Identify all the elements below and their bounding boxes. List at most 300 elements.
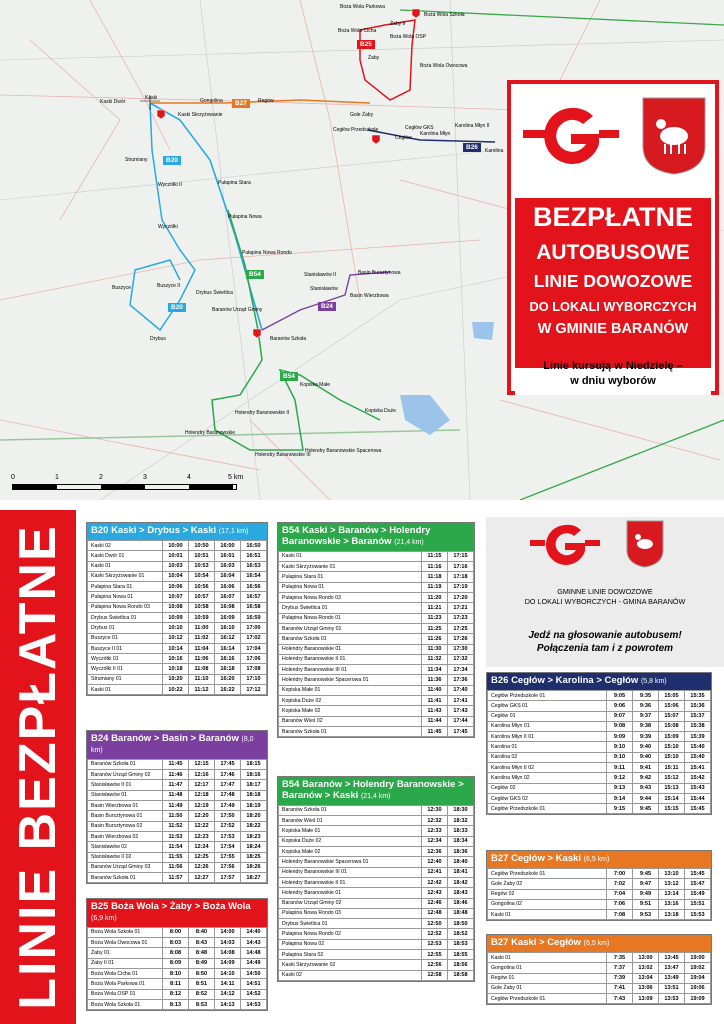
departure-time: 7:04: [607, 889, 633, 899]
departure-time: 17:06: [241, 654, 267, 664]
departure-time: 17:40: [448, 685, 474, 695]
departure-time: 11:18: [422, 572, 448, 582]
route-tag: B20: [168, 303, 186, 312]
place-label: Holendry Baranowskie: [185, 430, 236, 436]
departure-time: 7:39: [607, 973, 633, 983]
departure-time: 15:12: [659, 773, 685, 783]
place-label: Boża Wola Parkowa: [340, 4, 385, 10]
place-label: Pułapina Nowa Rondo: [242, 250, 292, 256]
timetable-distance: (17,1 km): [218, 528, 249, 535]
departure-time: 10:57: [189, 592, 215, 602]
scale-label: 3: [143, 474, 147, 481]
departure-time: 11:52: [163, 821, 189, 831]
table-row: [279, 654, 474, 664]
departure-time: 15:53: [685, 910, 711, 920]
table-row: [88, 873, 267, 883]
departure-time: 12:22: [189, 821, 215, 831]
stop-name: Buszyce II 01: [88, 643, 163, 653]
table-row: [279, 582, 474, 592]
departure-time: 12:24: [189, 842, 215, 852]
departure-time: 14:03: [215, 938, 241, 948]
stop-name: Kopiska Duże 02: [279, 836, 422, 846]
poster-note: [515, 360, 711, 395]
stop-name: Boża Wola Szkoła 01: [88, 999, 163, 1009]
departure-time: 19:06: [685, 983, 711, 993]
departure-time: 11:15: [422, 551, 448, 561]
stop-name: Baranów Urząd Gminy 02: [279, 898, 422, 908]
departure-time: 18:33: [448, 826, 474, 836]
stop-name: Karolina 01: [488, 742, 607, 752]
stop-name: Baranów Urząd Gminy 02: [88, 770, 163, 780]
stop-name: Holendry Baranowskie II 01: [279, 877, 422, 887]
departure-time: 18:52: [448, 929, 474, 939]
departure-time: 18:43: [448, 888, 474, 898]
table-row: [488, 773, 711, 783]
stop-name: Wyczółki 01: [88, 654, 163, 664]
stop-name: Karolina Młyn II 02: [488, 763, 607, 773]
stop-name: Holendry Baranowskie III 01: [279, 665, 422, 675]
stop-name: Pułapina Nowa Rondo 03: [88, 602, 163, 612]
stop-name: Pułapina Stara 01: [279, 572, 422, 582]
departure-time: 13:02: [633, 963, 659, 973]
timetable-header: [278, 523, 474, 551]
stop-name: Kaski 01: [88, 561, 163, 571]
departure-time: 17:52: [215, 821, 241, 831]
place-label: Kaski Skrzyżowanie: [178, 112, 223, 118]
departure-time: 12:33: [422, 826, 448, 836]
departure-time: 16:57: [241, 592, 267, 602]
departure-time: 13:09: [633, 994, 659, 1004]
departure-time: 12:19: [189, 801, 215, 811]
timetable-b27-outbound: [486, 850, 712, 921]
departure-time: 17:57: [215, 873, 241, 883]
table-row: [88, 582, 267, 592]
table-row: [279, 706, 474, 716]
departure-time: 13:14: [659, 889, 685, 899]
departure-time: 18:42: [448, 877, 474, 887]
timetable-header: [487, 935, 711, 952]
table-row: [279, 623, 474, 633]
table-row: [88, 551, 267, 561]
departure-time: 12:16: [189, 770, 215, 780]
gmina-logo-icon: [521, 106, 621, 166]
table-row: [279, 562, 474, 572]
stop-name: Pułapina Nowa 02: [279, 939, 422, 949]
stop-name: Pułapina Nowa Rondo 03: [279, 908, 422, 918]
departure-time: 16:20: [215, 674, 241, 684]
place-label: Gongolina: [200, 98, 223, 104]
table-row: [279, 908, 474, 918]
departure-time: 7:41: [607, 983, 633, 993]
place-label: Wyczółki II: [158, 182, 182, 188]
departure-time: 11:08: [189, 664, 215, 674]
table-row: [279, 665, 474, 675]
departure-time: 11:32: [422, 654, 448, 664]
stop-name: Baranów Wieś 02: [279, 716, 422, 726]
stop-name: Kopiska Duże 02: [279, 696, 422, 706]
departure-time: 19:09: [685, 994, 711, 1004]
departure-time: 18:20: [241, 811, 267, 821]
table-row: [488, 711, 711, 721]
departure-time: 9:39: [633, 732, 659, 742]
stop-name: Regów 01: [488, 973, 607, 983]
departure-time: 11:46: [163, 770, 189, 780]
departure-time: 15:10: [659, 752, 685, 762]
timetable-title: B54 Baranów > Holendry Baranowskie > Baranów > Kaski: [282, 779, 464, 801]
departure-time: 12:23: [189, 831, 215, 841]
departure-time: 14:10: [215, 969, 241, 979]
departure-time: 16:18: [215, 664, 241, 674]
info-poster: [507, 80, 719, 395]
side-title: LINIE BEZPŁATNE: [9, 524, 67, 1010]
departure-time: 12:17: [189, 780, 215, 790]
poster-banner: [515, 198, 711, 368]
departure-time: 9:10: [607, 742, 633, 752]
departure-time: 18:34: [448, 836, 474, 846]
stop-name: Kaski 01: [488, 952, 607, 962]
departure-time: 10:06: [163, 582, 189, 592]
departure-time: 9:07: [607, 711, 633, 721]
table-row: [279, 867, 474, 877]
table-row: [88, 831, 267, 841]
departure-time: 15:42: [685, 773, 711, 783]
place-label: Kopiska Duże: [365, 408, 396, 414]
departure-time: 8:12: [163, 989, 189, 999]
timetable-title: B54 Kaski > Baranów > Holendry Baranowskie > Baranów: [282, 525, 431, 547]
departure-time: 15:13: [659, 783, 685, 793]
departure-time: 12:43: [422, 888, 448, 898]
table-row: [488, 763, 711, 773]
place-label: Stanisławów: [310, 286, 338, 292]
table-row: [279, 603, 474, 613]
stop-name: Stanisławów 02: [88, 842, 163, 852]
departure-time: 12:48: [422, 908, 448, 918]
scale-bar: [12, 484, 237, 490]
stop-name: Pułapina Stara 02: [279, 950, 422, 960]
departure-time: 16:51: [241, 551, 267, 561]
departure-time: 12:15: [189, 759, 215, 769]
departure-time: 17:18: [448, 572, 474, 582]
departure-time: 7:37: [607, 963, 633, 973]
departure-time: 11:19: [422, 582, 448, 592]
departure-time: 11:06: [189, 654, 215, 664]
departure-time: 9:14: [607, 793, 633, 803]
stop-name: Drybus Świetlica 01: [279, 919, 422, 929]
departure-time: 12:18: [189, 790, 215, 800]
departure-time: 12:30: [422, 805, 448, 815]
departure-time: 10:58: [189, 602, 215, 612]
table-row: [88, 664, 267, 674]
departure-time: 15:10: [659, 742, 685, 752]
table-row: [88, 989, 267, 999]
table-row: [88, 938, 267, 948]
stop-name: Cegłów 01: [488, 711, 607, 721]
departure-time: 14:48: [241, 948, 267, 958]
departure-time: 14:08: [215, 948, 241, 958]
place-label: Gole Żaby: [350, 112, 374, 118]
place-label: Regów: [258, 98, 274, 104]
departure-time: 19:02: [685, 963, 711, 973]
departure-time: 13:45: [659, 952, 685, 962]
departure-time: 9:43: [633, 783, 659, 793]
departure-time: 9:09: [607, 732, 633, 742]
departure-time: 13:04: [633, 973, 659, 983]
table-row: [88, 927, 267, 937]
table-row: [88, 592, 267, 602]
scale-label: 1: [55, 474, 59, 481]
departure-time: 15:43: [685, 783, 711, 793]
departure-time: 10:09: [163, 613, 189, 623]
stop-name: Żaby 01: [88, 948, 163, 958]
timetable-header: [87, 731, 267, 759]
stop-name: Karolina Młyn 01: [488, 721, 607, 731]
legend-slogan: Połączenia tam i z powrotem: [536, 643, 674, 654]
departure-time: 10:07: [163, 592, 189, 602]
gmina-logo-icon: [530, 523, 600, 567]
departure-time: 17:15: [448, 551, 474, 561]
table-row: [88, 654, 267, 664]
departure-time: 18:30: [448, 805, 474, 815]
table-row: [88, 571, 267, 581]
departure-time: 12:58: [422, 970, 448, 980]
place-label: Kaski Dwór: [100, 99, 126, 105]
table-row: [488, 793, 711, 803]
departure-time: 11:54: [163, 842, 189, 852]
stop-name: Cegłów Przedszkole 01: [488, 994, 607, 1004]
departure-time: 14:12: [215, 989, 241, 999]
table-row: [279, 857, 474, 867]
table-row: [488, 983, 711, 993]
departure-time: 7:00: [607, 868, 633, 878]
stop-name: Baranów Szkoła 01: [279, 634, 422, 644]
departure-time: 12:40: [422, 857, 448, 867]
place-label: Żaby II: [390, 21, 406, 27]
departure-time: 10:51: [189, 551, 215, 561]
table-row: [88, 623, 267, 633]
table-row: [279, 826, 474, 836]
departure-time: 17:56: [215, 862, 241, 872]
table-row: [488, 889, 711, 899]
departure-time: 18:16: [241, 770, 267, 780]
place-label: Boża Wola OSP: [390, 34, 427, 40]
departure-time: 9:06: [607, 701, 633, 711]
departure-time: 8:13: [163, 999, 189, 1009]
departure-time: 9:51: [633, 899, 659, 909]
departure-time: 12:42: [422, 877, 448, 887]
stop-name: Cegłów GKS 01: [488, 701, 607, 711]
table-row: [279, 685, 474, 695]
departure-time: 13:18: [659, 910, 685, 920]
departure-time: 16:10: [215, 623, 241, 633]
place-label: Cegłów: [395, 135, 412, 141]
departure-time: 17:30: [448, 644, 474, 654]
departure-time: 8:03: [163, 938, 189, 948]
stop-name: Cegłów Przedszkole 01: [488, 804, 607, 814]
departure-time: 9:36: [633, 701, 659, 711]
table-row: [88, 685, 267, 695]
departure-time: 10:16: [163, 654, 189, 664]
departure-time: 16:54: [241, 571, 267, 581]
table-row: [279, 572, 474, 582]
stop-name: Gongolina 02: [488, 899, 607, 909]
stop-name: Drybus Świetlica 01: [88, 613, 163, 623]
departure-time: 8:09: [163, 958, 189, 968]
departure-time: 9:11: [607, 763, 633, 773]
legend-slogan: Jedź na głosowanie autobusem!: [528, 630, 682, 641]
departure-time: 18:24: [241, 842, 267, 852]
place-label: Kaski: [145, 95, 158, 101]
departure-time: 18:53: [448, 939, 474, 949]
departure-time: 11:04: [189, 643, 215, 653]
departure-time: 13:00: [633, 952, 659, 962]
table-row: [279, 836, 474, 846]
departure-time: 10:08: [163, 602, 189, 612]
table-row: [488, 910, 711, 920]
departure-time: 16:08: [215, 602, 241, 612]
departure-time: 13:06: [633, 983, 659, 993]
departure-time: 15:41: [685, 763, 711, 773]
place-label: Boża Wola Cicha: [338, 28, 377, 34]
departure-time: 16:58: [241, 602, 267, 612]
place-label: Wyczółki: [158, 224, 178, 230]
stop-name: Kaski Skrzyżowanie 01: [88, 571, 163, 581]
timetable-b26: [486, 672, 712, 815]
departure-time: 13:53: [659, 994, 685, 1004]
place-label: Strumiany: [125, 157, 148, 163]
place-label: Baranów Urząd Gminy: [212, 307, 263, 313]
stop-name: Kaski 02: [279, 970, 422, 980]
timetable-header: [87, 899, 267, 927]
departure-time: 15:36: [685, 701, 711, 711]
departure-time: 17:25: [448, 623, 474, 633]
departure-time: 14:51: [241, 979, 267, 989]
poster-line: BEZPŁATNE: [533, 202, 693, 232]
departure-time: 11:20: [422, 593, 448, 603]
departure-time: 16:50: [241, 540, 267, 550]
departure-time: 14:40: [241, 927, 267, 937]
departure-time: 18:50: [448, 919, 474, 929]
departure-time: 9:35: [633, 690, 659, 700]
departure-time: 18:41: [448, 867, 474, 877]
timetable-b54-outbound: [277, 522, 475, 738]
table-row: [279, 847, 474, 857]
departure-time: 17:43: [448, 706, 474, 716]
departure-time: 7:35: [607, 952, 633, 962]
stop-name: Holendry Baranowskie III 01: [279, 867, 422, 877]
stop-name: Pułapina Nowa 01: [279, 582, 422, 592]
departure-time: 11:45: [422, 726, 448, 736]
departure-time: 9:13: [607, 783, 633, 793]
departure-time: 15:45: [685, 804, 711, 814]
departure-time: 17:49: [215, 801, 241, 811]
departure-time: 15:51: [685, 899, 711, 909]
departure-time: 15:08: [659, 721, 685, 731]
table-row: [88, 643, 267, 653]
timetable-b20: [86, 522, 268, 696]
place-label: Drybus: [150, 336, 166, 342]
table-row: [88, 770, 267, 780]
departure-time: 15:15: [659, 804, 685, 814]
departure-time: 16:00: [215, 540, 241, 550]
place-label: Holendry Baranowskie II: [235, 410, 290, 416]
departure-time: 7:08: [607, 910, 633, 920]
departure-time: 10:22: [163, 685, 189, 695]
departure-time: 10:10: [163, 623, 189, 633]
departure-time: 18:23: [241, 831, 267, 841]
stop-name: Kaski 01: [488, 910, 607, 920]
stop-name: Gole Żaby 01: [488, 983, 607, 993]
departure-time: 13:51: [659, 983, 685, 993]
departure-time: 17:53: [215, 831, 241, 841]
departure-time: 11:43: [422, 706, 448, 716]
timetable-distance: (6,5 km): [583, 856, 610, 863]
table-row: [279, 960, 474, 970]
timetable-distance: (8,0 km): [91, 736, 254, 754]
timetable-distance: (21,4 km): [394, 538, 424, 546]
departure-time: 17:16: [448, 562, 474, 572]
departure-time: 10:50: [189, 540, 215, 550]
table-row: [88, 969, 267, 979]
departure-time: 18:22: [241, 821, 267, 831]
table-row: [279, 675, 474, 685]
departure-time: 14:53: [241, 999, 267, 1009]
departure-time: 18:25: [241, 852, 267, 862]
departure-time: 9:44: [633, 793, 659, 803]
note-line: Linie kursują w Niedzielę –: [543, 360, 683, 372]
table-row: [88, 801, 267, 811]
departure-time: 10:00: [163, 540, 189, 550]
departure-time: 10:20: [163, 674, 189, 684]
departure-time: 8:48: [189, 948, 215, 958]
timetable-title: B26 Cegłów > Karolina > Cegłów: [491, 675, 639, 686]
departure-time: 13:12: [659, 879, 685, 889]
departure-time: 8:40: [189, 927, 215, 937]
timetable-header: [487, 673, 711, 690]
table-row: [488, 952, 711, 962]
departure-time: 10:14: [163, 643, 189, 653]
stop-name: Buszyce 01: [88, 633, 163, 643]
timetable-header: [487, 851, 711, 868]
timetable-b27-return: [486, 934, 712, 1005]
departure-time: 18:15: [241, 759, 267, 769]
place-label: Boża Wola Szkoła: [424, 12, 465, 18]
departure-time: 10:54: [189, 571, 215, 581]
stop-name: Kaski 01: [88, 685, 163, 695]
departure-time: 18:55: [448, 950, 474, 960]
table-row: [88, 759, 267, 769]
table-row: [88, 948, 267, 958]
departure-time: 18:32: [448, 816, 474, 826]
departure-time: 12:50: [422, 919, 448, 929]
departure-time: 17:55: [215, 852, 241, 862]
departure-time: 7:06: [607, 899, 633, 909]
departure-time: 8:43: [189, 938, 215, 948]
stop-name: Kopiska Małe 01: [279, 826, 422, 836]
table-row: [279, 696, 474, 706]
departure-time: 17:34: [448, 665, 474, 675]
timetable-header: [278, 777, 474, 805]
departure-time: 17:23: [448, 613, 474, 623]
departure-time: 9:12: [607, 773, 633, 783]
departure-time: 9:45: [633, 868, 659, 878]
stop-name: Holendry Baranowskie 01: [279, 888, 422, 898]
stop-name: Gole Żaby 02: [488, 879, 607, 889]
departure-time: 9:42: [633, 773, 659, 783]
departure-time: 9:38: [633, 721, 659, 731]
stop-name: Baranów Szkoła 01: [88, 873, 163, 883]
stop-name: Drybus Świetlica 01: [279, 603, 422, 613]
table-row: [279, 613, 474, 623]
